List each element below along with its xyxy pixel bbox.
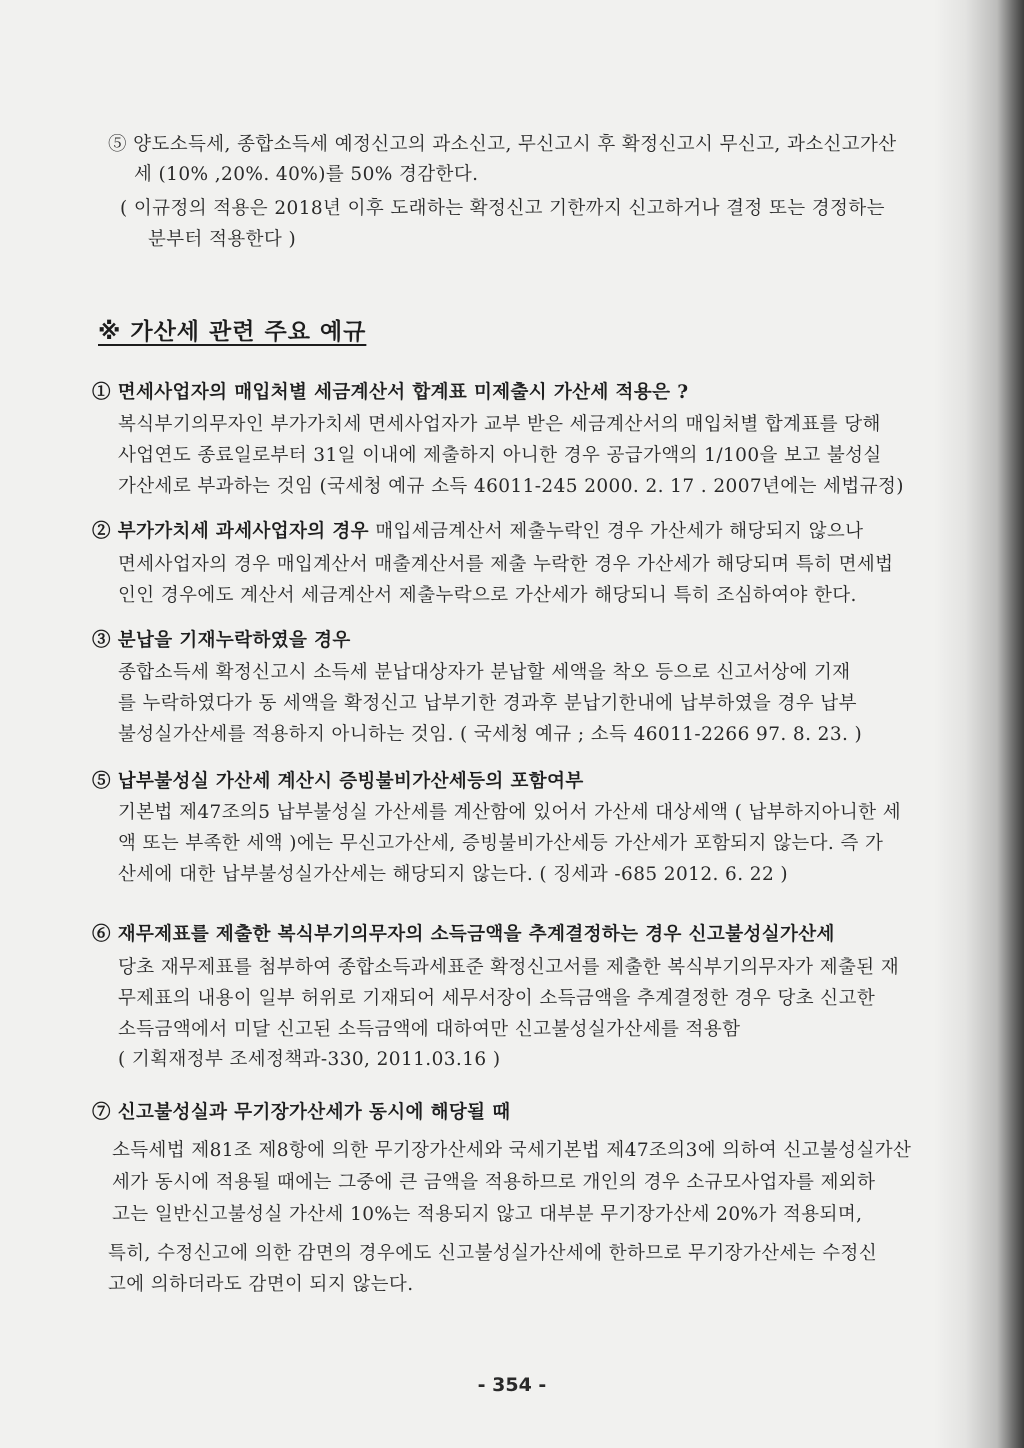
item-body-line: 인인 경우에도 계산서 세금계산서 제출누락으로 가산세가 해당되니 특히 조심하여야 한다.: [118, 585, 857, 606]
item-body-line: 세가 동시에 적용될 때에는 그중에 큰 금액을 적용하므로 개인의 경우 소규모사업자를 제외하: [112, 1172, 876, 1193]
item-body-line: 사업연도 종료일로부터 31일 이내에 제출하지 아니한 경우 공급가액의 1/100을 보고 불성실: [118, 445, 882, 466]
item-title: ② 부가가치세 과세사업자의 경우: [92, 521, 369, 542]
item-body-line: 특히, 수정신고에 의한 감면의 경우에도 신고불성실가산세에 한하므로 무기장가산세는 수정신: [108, 1243, 878, 1264]
item-body-line: 불성실가산세를 적용하지 아니하는 것임. ( 국세청 예규 ; 소득 46011-2266 97. 8. 23. ): [118, 724, 863, 745]
item-body-line: 가산세로 부과하는 것임 (국세청 예규 소득 46011-245 2000. 2. 17 . 2007년에는 세법규정): [118, 476, 904, 497]
item-body-line: 액 또는 부족한 세액 )에는 무신고가산세, 증빙불비가산세등 가산세가 포함되지 않는다. 즉 가: [118, 833, 884, 854]
item-body-line: 복식부기의무자인 부가가치세 면세사업자가 교부 받은 세금계산서의 매입처별 합계표를 당해: [118, 414, 881, 435]
item-body-line: 당초 재무제표를 첨부하여 종합소득과세표준 확정신고서를 제출한 복식부기의무자가 제출된 재: [118, 957, 900, 978]
item-body-line: 고에 의하더라도 감면이 되지 않는다.: [108, 1274, 414, 1295]
intro-line: ⑤ 양도소득세, 종합소득세 예정신고의 과소신고, 무신고시 후 확정신고시 무신고, 과소신고가산: [108, 134, 897, 155]
item-title: ⑤ 납부불성실 가산세 계산시 증빙불비가산세등의 포함여부: [92, 771, 584, 792]
item-body-line: 소득세법 제81조 제8항에 의한 무기장가산세와 국세기본법 제47조의3에 의하여 신고불성실가산: [112, 1140, 912, 1161]
item-body-line: 종합소득세 확정신고시 소득세 분납대상자가 분납할 세액을 착오 등으로 신고서상에 기재: [118, 662, 851, 683]
page-number: - 354 -: [477, 1374, 547, 1396]
item-body-line: 무제표의 내용이 일부 허위로 기재되어 세무서장이 소득금액을 추계결정한 경우 당초 신고한: [118, 988, 876, 1009]
item-title: ⑥ 재무제표를 제출한 복식부기의무자의 소득금액을 추계결정하는 경우 신고불성실가산세: [92, 924, 835, 945]
intro-line: ( 이규정의 적용은 2018년 이후 도래하는 확정신고 기한까지 신고하거나 결정 또는 경정하는: [120, 198, 885, 219]
intro-line: 세 (10% ,20%. 40%)를 50% 경감한다.: [134, 164, 479, 185]
item-body-line: 소득금액에서 미달 신고된 소득금액에 대하여만 신고불성실가산세를 적용함: [118, 1019, 741, 1040]
item-title-rest: 매입세금계산서 제출누락인 경우 가산세가 해당되지 않으나: [368, 521, 864, 542]
item-body-line: 기본법 제47조의5 납부불성실 가산세를 계산함에 있어서 가산세 대상세액 ( 납부하지아니한 세: [118, 802, 901, 823]
item-body-line: 산세에 대한 납부불성실가산세는 해당되지 않는다. ( 징세과 -685 2012. 6. 22 ): [118, 864, 789, 885]
item-body-line: 고는 일반신고불성실 가산세 10%는 적용되지 않고 대부분 무기장가산세 20%가 적용되며,: [112, 1204, 863, 1225]
item-title: ① 면세사업자의 매입처별 세금계산서 합계표 미제출시 가산세 적용은 ?: [92, 382, 689, 403]
item-body-line: 를 누락하였다가 동 세액을 확정신고 납부기한 경과후 분납기한내에 납부하였을 경우 납부: [118, 693, 857, 714]
page-edge-shadow: [934, 0, 1024, 1448]
section-heading: ※ 가산세 관련 주요 예규: [98, 319, 367, 345]
item-body-line: ( 기획재정부 조세정책과-330, 2011.03.16 ): [118, 1049, 501, 1070]
item-body-line: 면세사업자의 경우 매입계산서 매출계산서를 제출 누락한 경우 가산세가 해당되며 특히 면세법: [118, 554, 894, 575]
item-title: ③ 분납을 기재누락하였을 경우: [92, 630, 351, 651]
item-title: ⑦ 신고불성실과 무기장가산세가 동시에 해당될 때: [92, 1102, 511, 1123]
item-title-line: [92, 520, 863, 544]
intro-line: 분부터 적용한다 ): [148, 229, 297, 250]
